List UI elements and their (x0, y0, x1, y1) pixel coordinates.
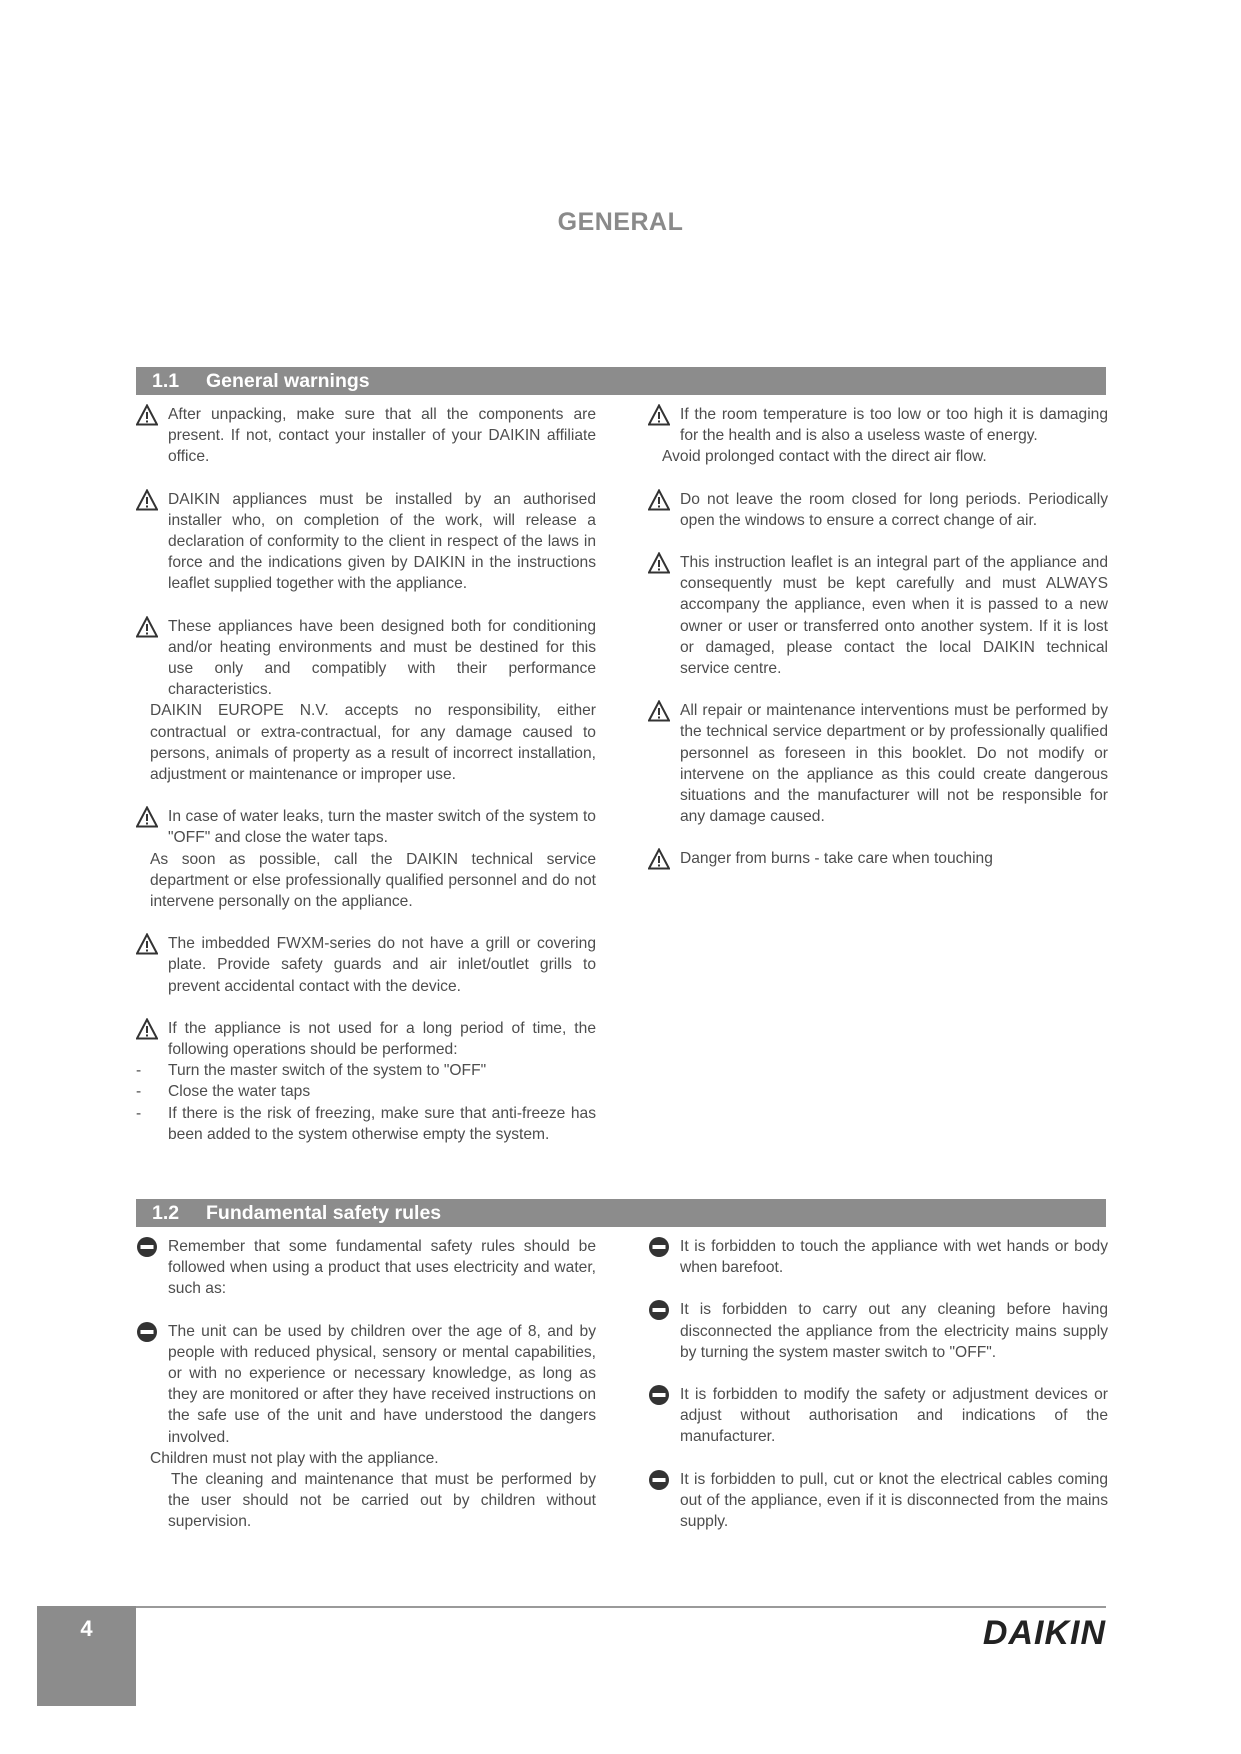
section-number: 1.2 (152, 1202, 180, 1224)
warning-item (136, 404, 596, 468)
safety-rule-text: It is forbidden to carry out any cleaning before having disconnected the appliance from the electricity mains supply by turning the system master switch to "OFF". (680, 1301, 1108, 1361)
warning-item (136, 616, 596, 786)
list-item: - Turn the master switch of the system to "OFF" (136, 1062, 487, 1080)
prohibition-icon (136, 1321, 158, 1343)
warning-triangle-icon (136, 616, 158, 638)
warning-triangle-icon (136, 806, 158, 828)
warning-item (136, 489, 596, 595)
general-warnings-right-column (648, 404, 1108, 870)
warning-text: If the room temperature is too low or too high it is damaging for the health and is also a useless waste of energy. (680, 406, 1108, 445)
warning-item (136, 806, 596, 912)
warning-triangle-icon (648, 404, 670, 426)
warning-item (648, 489, 1108, 531)
page-number: 4 (80, 1616, 93, 1641)
section-header-fundamental-safety-rules (136, 1199, 1106, 1227)
warning-text: Do not leave the room closed for long periods. Periodically open the windows to ensure a correct change of air. (680, 490, 1108, 529)
warning-triangle-icon (648, 848, 670, 870)
safety-rules-left-column (136, 1236, 596, 1533)
safety-rule-extra-text: The cleaning and maintenance that must be performed by the user should not be carried out by children without supervision. (168, 1471, 596, 1531)
warning-text: The imbedded FWXM-series do not have a grill or covering plate. Provide safety guards and air inlet/outlet grills to prevent accidental contact with the device. (168, 935, 596, 995)
brand-logo: DAIKIN (982, 1614, 1106, 1652)
prohibition-icon (648, 1384, 670, 1406)
safety-rule-item (648, 1469, 1108, 1533)
warning-text: In case of water leaks, turn the master switch of the system to "OFF" and close the water taps. (168, 808, 596, 847)
section-header-general-warnings (136, 367, 1106, 395)
warning-triangle-icon (136, 933, 158, 955)
prohibition-icon (648, 1299, 670, 1321)
prohibition-icon (648, 1469, 670, 1491)
section-title: Fundamental safety rules (206, 1202, 442, 1224)
prohibition-icon (136, 1236, 158, 1258)
list-item: - If there is the risk of freezing, make sure that anti-freeze has been added to the system otherwise empty the system. (136, 1104, 596, 1143)
general-warnings-left-column (136, 404, 596, 1145)
warning-item (648, 700, 1108, 827)
safety-rule-text: It is forbidden to modify the safety or adjustment devices or adjust without authorisation and indications of the manufacturer. (680, 1386, 1108, 1446)
warning-text: After unpacking, make sure that all the components are present. If not, contact your installer of your DAIKIN affiliate office. (168, 406, 596, 466)
warning-text: If the appliance is not used for a long period of time, the following operations should be performed: (168, 1019, 596, 1059)
safety-rule-item (648, 1384, 1108, 1448)
warning-item (136, 1018, 596, 1145)
warning-text: DAIKIN appliances must be installed by an authorised installer who, on completion of the work, will release a declaration of conformity to the client in respect of the laws in force and the indications given by DAIKIN in the instructions leaflet supplied together with the appliance. (168, 490, 596, 593)
safety-rule-item (648, 1299, 1108, 1363)
warning-triangle-icon (648, 552, 670, 574)
page-title: GENERAL (557, 208, 684, 236)
warning-extra-text: As soon as possible, call the DAIKIN technical service department or else professionally qualified personnel and do not intervene personally on the appliance. (150, 850, 596, 911)
page-number-box (37, 1606, 136, 1706)
safety-rule-text: The unit can be used by children over the age of 8, and by people with reduced physical, sensory or mental capabilities, or with no experience or necessary knowledge, as long as they are monitored or after they have received instructions on the safe use of the unit and have understood the dangers involved. (168, 1322, 596, 1446)
footer-divider (136, 1606, 1106, 1608)
warning-item (136, 933, 596, 997)
prohibition-icon (648, 1236, 670, 1258)
warning-extra-text: DAIKIN EUROPE N.V. accepts no responsibility, either contractual or extra-contractual, for any damage caused to persons, animals of property as a result of incorrect installation, adjustment or maintenance or improper use. (150, 702, 596, 784)
warning-triangle-icon (648, 700, 670, 722)
warning-triangle-icon (136, 1018, 158, 1040)
safety-rule-item (136, 1321, 596, 1533)
warning-text: These appliances have been designed both for conditioning and/or heating environments and must be destined for this use only and compatibly with their performance characteristics. (168, 617, 596, 699)
safety-rules-right-column (648, 1236, 1108, 1532)
warning-text: Danger from burns - take care when touching (680, 850, 993, 868)
warning-extra-text: Avoid prolonged contact with the direct air flow. (662, 448, 987, 466)
section-number: 1.1 (152, 370, 180, 392)
warning-text: This instruction leaflet is an integral part of the appliance and consequently must be kept carefully and must ALWAYS accompany the appliance, even when it is passed to a new owner or user or transferred onto another system. If it is lost or damaged, please contact the local DAIKIN technical service centre. (680, 554, 1108, 678)
operations-list (136, 1060, 596, 1145)
warning-triangle-icon (136, 489, 158, 511)
warning-text: All repair or maintenance interventions must be performed by the technical service department or by professionally qualified personnel as foreseen in this booklet. Do not modify or intervene on the appliance as this could create dangerous situations and the manufacturer will not be responsible for any damage caused. (680, 702, 1108, 826)
warning-triangle-icon (648, 489, 670, 511)
warning-item (648, 404, 1108, 468)
safety-rule-text: Remember that some fundamental safety rules should be followed when using a product that uses electricity and water, such as: (168, 1238, 596, 1298)
safety-rule-text: It is forbidden to touch the appliance with wet hands or body when barefoot. (680, 1238, 1108, 1277)
safety-rule-text: It is forbidden to pull, cut or knot the electrical cables coming out of the appliance, even if it is disconnected from the mains supply. (680, 1470, 1108, 1531)
section-title: General warnings (206, 370, 370, 392)
list-item: - Close the water taps (136, 1083, 311, 1101)
warning-item (648, 552, 1108, 679)
safety-rule-item (136, 1236, 596, 1300)
warning-triangle-icon (136, 404, 158, 426)
safety-rule-item (648, 1236, 1108, 1278)
safety-rule-extra-text: Children must not play with the appliance. (150, 1449, 439, 1467)
warning-item (648, 848, 1108, 869)
